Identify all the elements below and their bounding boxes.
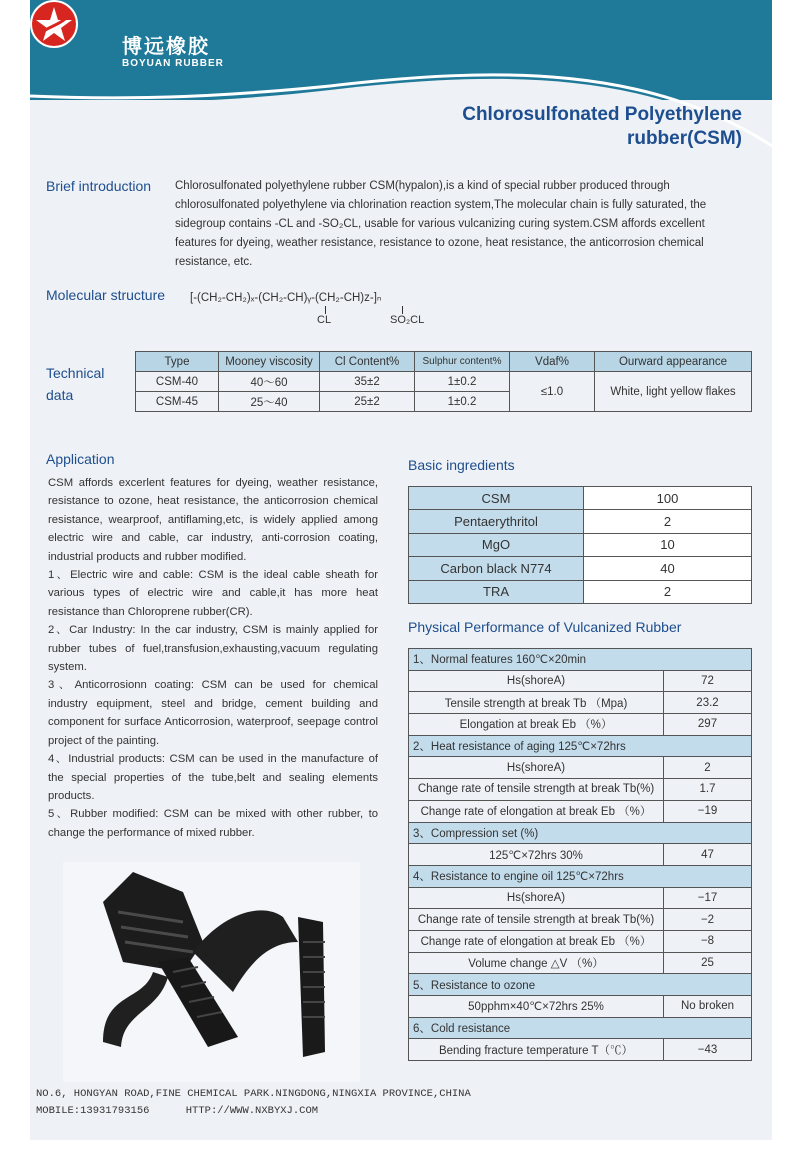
- technical-heading: [46, 362, 104, 406]
- section-title: 5、Resistance to ozone: [409, 974, 752, 996]
- ingredient-amount: 100: [584, 487, 752, 510]
- physical-performance-table: [408, 648, 752, 1061]
- table-row: [409, 887, 752, 909]
- value-cell: 1.7: [664, 779, 752, 801]
- header-band: [30, 0, 772, 100]
- intro-text: Chlorosulfonated polyethylene rubber CSM(hypalon),is a kind of special rubber produced through chlorosulfonated polyethylene via chlorination reaction system,The molecular chain is fully saturated, the sidegroup contains -CL and -SO₂CL, usable for various vulcanizing curing system.CSM affords excellent features for dyeing, weather resistance, resistance to ozone, heat resistance, the anticorrosion chemical resistance, etc.: [175, 180, 707, 268]
- ingredient-name: CSM: [409, 487, 584, 510]
- footer-website: HTTP://WWW.NXBYXJ.COM: [185, 1105, 319, 1117]
- ingredient-amount: 2: [584, 580, 752, 603]
- table-row: [409, 580, 752, 603]
- section-row: [409, 822, 752, 844]
- table-row: [409, 800, 752, 822]
- value-cell: −8: [664, 930, 752, 952]
- ingredient-name: Pentaerythritol: [409, 510, 584, 533]
- intro-heading: Brief introduction: [46, 178, 152, 194]
- property-cell: Elongation at break Eb （%）: [409, 714, 664, 736]
- property-cell: Change rate of tensile strength at break Tb(%): [409, 909, 664, 931]
- cell: CSM-40: [136, 372, 219, 392]
- physical-performance-heading: Physical Performance of Vulcanized Rubber: [408, 619, 682, 635]
- table-row: [409, 779, 752, 801]
- table-row: [409, 533, 752, 556]
- ingredient-amount: 2: [584, 510, 752, 533]
- j-hose: [103, 972, 168, 1047]
- application-paragraph: 2、Car Industry: In the car industry, CSM is mainly applied for rubber tubes of fuel,transfusion,exhausting,vacuum regulating system.: [48, 624, 378, 674]
- property-cell: Change rate of elongation at break Eb （%）: [409, 930, 664, 952]
- section-title: 4、Resistance to engine oil 125℃×72hrs: [409, 865, 752, 887]
- property-cell: Hs(shoreA): [409, 670, 664, 692]
- boyuan-logo-icon: [30, 0, 78, 48]
- application-paragraph: 3、Anticorrosionn coating: CSM can be used for chemical industry equipment, steel and bridge, cement building and component for surface Anticorrosion, waterproof, seepage control project of the painting.: [48, 679, 378, 747]
- footer-address: NO.6, HONGYAN ROAD,FINE CHEMICAL PARK.NINGDONG,NINGXIA PROVINCE,CHINA: [36, 1088, 471, 1100]
- section-title: 3、Compression set (%): [409, 822, 752, 844]
- property-cell: Change rate of elongation at break Eb （%）: [409, 800, 664, 822]
- value-cell: 23.2: [664, 692, 752, 714]
- value-cell: 2: [664, 757, 752, 779]
- table-row: [409, 557, 752, 580]
- property-cell: Volume change △V （%）: [409, 952, 664, 974]
- table-row: [136, 372, 752, 392]
- cell: 25～40: [219, 392, 320, 412]
- section-title: 1、Normal features 160℃×20min: [409, 649, 752, 671]
- rubber-products-image: [63, 862, 360, 1082]
- ingredient-name: Carbon black N774: [409, 557, 584, 580]
- property-cell: Change rate of tensile strength at break Tb(%): [409, 779, 664, 801]
- header-cl: Cl Content%: [320, 352, 415, 372]
- table-row: [409, 952, 752, 974]
- value-cell: −2: [664, 909, 752, 931]
- value-cell: 297: [664, 714, 752, 736]
- value-cell: No broken: [664, 996, 752, 1018]
- property-cell: 50pphm×40℃×72hrs 25%: [409, 996, 664, 1018]
- value-cell: −43: [664, 1039, 752, 1061]
- value-cell: 47: [664, 844, 752, 866]
- cell: 1±0.2: [415, 392, 510, 412]
- header-type: Type: [136, 352, 219, 372]
- application-paragraph: 4、Industrial products: CSM can be used in the manufacture of the special properties of the tube,belt and sealing elements products.: [48, 753, 378, 802]
- property-cell: Bending fracture temperature T（℃）: [409, 1039, 664, 1061]
- sidegroup-cl-label: CL: [317, 314, 332, 326]
- vdaf-cell: ≤1.0: [510, 372, 595, 412]
- property-cell: Tensile strength at break Tb （Mpa): [409, 692, 664, 714]
- application-text: [48, 474, 378, 842]
- header-vdaf: Vdaf%: [510, 352, 595, 372]
- cell: 40～60: [219, 372, 320, 392]
- section-row: [409, 1017, 752, 1039]
- footer-mobile: MOBILE:13931793156: [36, 1105, 150, 1117]
- section-row: [409, 865, 752, 887]
- table-header-row: [136, 352, 752, 372]
- table-row: [409, 670, 752, 692]
- table-row: [409, 1039, 752, 1061]
- molecular-sidegroup-cl: [317, 306, 331, 326]
- cell: 25±2: [320, 392, 415, 412]
- table-row: [409, 510, 752, 533]
- table-row: [409, 487, 752, 510]
- table-row: [409, 996, 752, 1018]
- table-row: [409, 714, 752, 736]
- ingredient-name: TRA: [409, 580, 584, 603]
- value-cell: 72: [664, 670, 752, 692]
- molecular-sidegroup-so2cl: [390, 306, 424, 326]
- application-paragraph: 5、Rubber modified: CSM can be mixed with other rubber, to change the performance of mixed rubber.: [48, 808, 378, 839]
- cell: CSM-45: [136, 392, 219, 412]
- section-title: 2、Heat resistance of aging 125℃×72hrs: [409, 735, 752, 757]
- brochure-page: [30, 0, 772, 1140]
- footer-contact: [36, 1105, 348, 1117]
- title-line-1: Chlorosulfonated Polyethylene: [462, 104, 742, 125]
- table-row: [409, 844, 752, 866]
- cell: 1±0.2: [415, 372, 510, 392]
- table-row: [409, 930, 752, 952]
- appearance-cell: White, light yellow flakes: [595, 372, 752, 412]
- section-row: [409, 974, 752, 996]
- molecular-formula: [-(CH₂-CH₂)ₓ-(CH₂-CH)ᵧ-(CH₂-CH)z-]ₙ: [190, 292, 382, 304]
- brand-name-en: BOYUAN RUBBER: [122, 58, 224, 69]
- application-paragraph: CSM affords excerlent features for dyeing, weather resistance, resistance to ozone, heat resistance, the anticorrosion chemical resistance, wearproof, antiflaming,etc, is widely applied among electric wire and cable, car industry, anti-corrosion coating, industrial products and rubber modified.: [48, 477, 378, 563]
- technical-data-table: [135, 351, 752, 412]
- rubber-products-photo: [63, 862, 360, 1082]
- sidegroup-so2cl-label: SO₂CL: [390, 314, 425, 326]
- table-row: [409, 909, 752, 931]
- page-title: [462, 103, 742, 151]
- property-cell: 125℃×72hrs 30%: [409, 844, 664, 866]
- basic-ingredients-heading: Basic ingredients: [408, 457, 515, 473]
- value-cell: −19: [664, 800, 752, 822]
- section-row: [409, 735, 752, 757]
- table-row: [409, 757, 752, 779]
- technical-heading-line-1: Technical: [46, 365, 105, 381]
- property-cell: Hs(shoreA): [409, 757, 664, 779]
- basic-ingredients-table: [408, 486, 752, 604]
- application-heading: Application: [46, 451, 115, 467]
- section-title: 6、Cold resistance: [409, 1017, 752, 1039]
- section-row: [409, 649, 752, 671]
- brand-name-cn: 博远橡胶: [122, 36, 210, 58]
- molecular-heading: Molecular structure: [46, 287, 166, 303]
- header-appearance: Ourward appearance: [595, 352, 752, 372]
- value-cell: 25: [664, 952, 752, 974]
- elbow-hose: [193, 910, 298, 992]
- cell: 35±2: [320, 372, 415, 392]
- header-mooney: Mooney viscosity: [219, 352, 320, 372]
- table-row: [409, 692, 752, 714]
- title-line-2: rubber(CSM): [626, 128, 742, 149]
- value-cell: −17: [664, 887, 752, 909]
- header-sulphur: Sulphur content%: [415, 352, 510, 372]
- ingredient-amount: 10: [584, 533, 752, 556]
- ingredient-amount: 40: [584, 557, 752, 580]
- property-cell: Hs(shoreA): [409, 887, 664, 909]
- technical-heading-line-2: data: [46, 387, 74, 403]
- ingredient-name: MgO: [409, 533, 584, 556]
- application-paragraph: 1、Electric wire and cable: CSM is the ideal cable sheath for various types of electric wire and cable,it has more heat resistance than Chloroprene rubber(CR).: [48, 569, 378, 618]
